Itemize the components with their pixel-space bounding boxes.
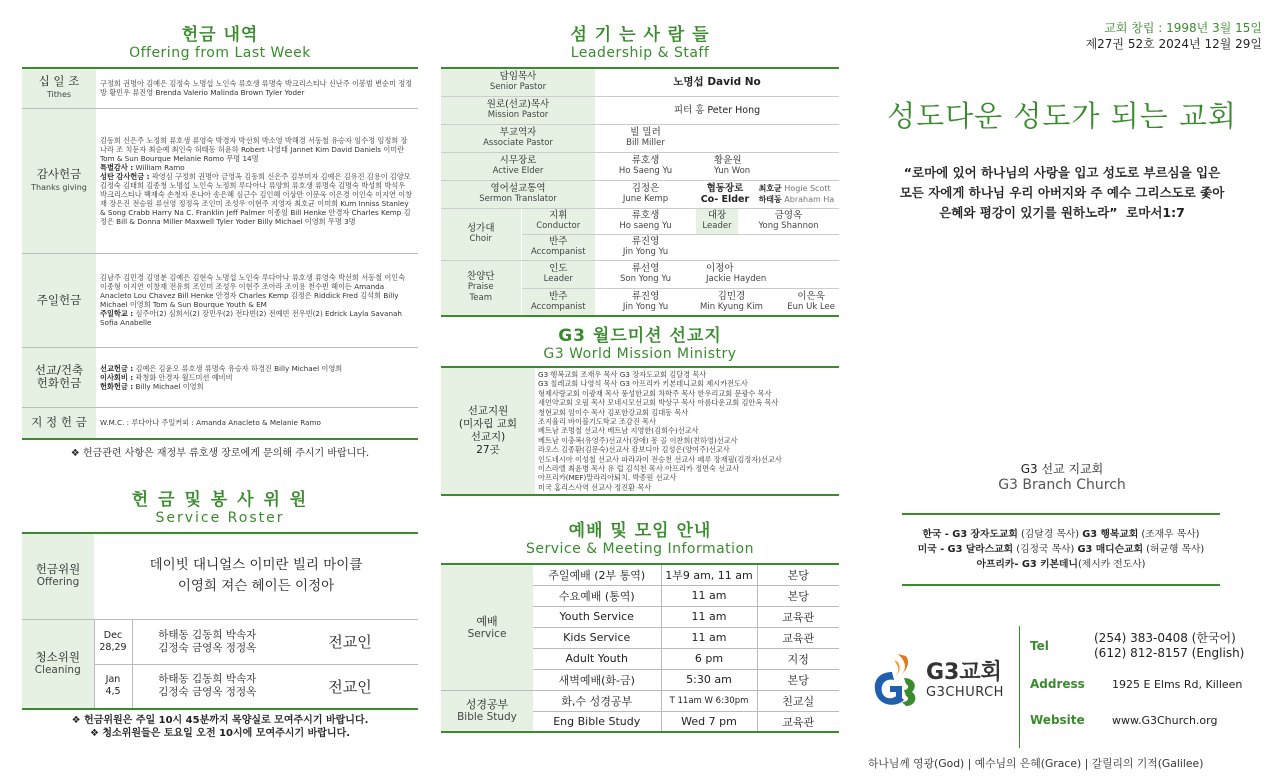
offering-names: 김동희 신은주 노정희 류호생 류영숙 박경자 박선희 박소영 박해경 서동철 유승자 임수정 임정희 장나라 조 치둔자 최순예 최인숙 허태동 허윤하 Robert 나영태 Jannet Kim David Daniels 이미란 Tom & Sun Bourque Melanie Romo 무명 14명 bbox=[100, 135, 408, 163]
offering-sub-names: Billy Michael 이영희 bbox=[133, 381, 204, 391]
roster-title: 헌 금 및 봉 사 위 원 bbox=[131, 490, 309, 510]
offering-sub-names: 심주아(2) 심희서(2) 장민우(2) 전다빈(2) 전예빈 전우빈(2) Edrick Layla Savanah Sofia Anabelle bbox=[100, 309, 402, 327]
branch-pastor: (제시카 전도사) bbox=[1077, 559, 1146, 570]
service-time: 11 am bbox=[661, 585, 757, 606]
cleaning-date: 4,5 bbox=[105, 686, 121, 698]
service-name: Adult Youth bbox=[533, 648, 661, 669]
person-name: 류호생 bbox=[631, 155, 660, 166]
branch-name: 한국 - G3 장자도교회 bbox=[922, 529, 1018, 540]
branch-list bbox=[902, 513, 1220, 586]
cleaning-names: 김정숙 금영옥 정정옥 bbox=[158, 641, 257, 654]
address-label: Address bbox=[1030, 677, 1085, 691]
mission-label: 선교지원 bbox=[467, 405, 509, 418]
cleaning-date: 28,29 bbox=[99, 641, 127, 653]
roster-offering-names: 이영희 져슨 헤이든 이정아 bbox=[177, 578, 335, 595]
branch-pastor: (김달경 목사) bbox=[1017, 529, 1083, 540]
leadership-table bbox=[441, 67, 839, 317]
person-name-en: June Kemp bbox=[622, 194, 669, 204]
mission-line: 청현교회 임이수 목사 김포한강교회 김대동 목사 bbox=[538, 407, 689, 417]
roster-cleaning-label: 청소위원 bbox=[35, 649, 80, 664]
offering-sub-label: 이사회비 : bbox=[100, 372, 134, 382]
offering-row-sunday bbox=[22, 253, 418, 347]
verse-line: “로마에 있어 하나님의 사랑을 입고 성도로 부르심을 입은 bbox=[903, 165, 1221, 180]
mission-line: G3 칠레교회 나영석 목사 G3 아프리카 키본데니교회 제시카전도사 bbox=[538, 379, 748, 389]
mission-label: (미자립 교회 bbox=[458, 418, 518, 431]
offering-row-mission bbox=[22, 347, 418, 407]
service-name: Eng Bible Study bbox=[533, 711, 661, 732]
offering-label: 주일헌금 bbox=[36, 292, 82, 307]
offering-sub-names: 곽청화 안경자 월드미션 예비비 bbox=[133, 372, 233, 382]
role-label-en: Co- Elder bbox=[700, 194, 750, 205]
service-time: 1부9 am, 11 am bbox=[661, 564, 757, 585]
person-name: 류호생 bbox=[631, 210, 660, 221]
person-name: 김민경 bbox=[717, 290, 746, 302]
offering-row-designated bbox=[22, 407, 418, 439]
mission-line: 베트남 조명철 선교사 베트남 지영한(김희수)선교사 bbox=[538, 426, 699, 436]
person-name-en: Jin Yong Yu bbox=[622, 301, 669, 312]
role-label-en: Praise bbox=[467, 282, 494, 293]
leadership-title: 섬 기 는 사 람 들 bbox=[570, 25, 710, 45]
cleaning-date: Jan bbox=[105, 674, 121, 686]
role-label: 인도 bbox=[549, 263, 568, 274]
offering-subtitle: Offering from Last Week bbox=[129, 45, 311, 61]
person-name-en: Ho saeng Yu bbox=[619, 221, 672, 231]
role-label: 반주 bbox=[549, 290, 568, 302]
roster-offering-label: 헌금위원 bbox=[35, 562, 81, 577]
tel-english[interactable]: (612) 812-8157 (English) bbox=[1094, 646, 1245, 660]
service-name: 주일예배 (2부 통역) bbox=[533, 564, 661, 585]
role-label-en: Associate Pastor bbox=[483, 138, 553, 148]
roster-cleaning-label-en: Cleaning bbox=[34, 663, 81, 676]
verse-line: 모든 자에게 하나님 우리 아버지와 주 예수 그리스도로 좇아 bbox=[899, 185, 1225, 200]
cleaning-all: 전교인 bbox=[282, 619, 418, 664]
roster-note: ❖ 헌금위원은 주일 10시 45분까지 목양실로 모여주시기 바랍니다. bbox=[71, 715, 369, 726]
offering-label-en: Thanks giving bbox=[31, 182, 87, 192]
offering-label-2: 헌화헌금 bbox=[36, 376, 82, 390]
offering-sub-label: 성탄 감사헌금 : bbox=[100, 171, 150, 181]
offering-sub-names: 곽영심 구정희 권명아 금영옥 김동희 신은주 김부미자 김예은 김유진 김용이 김양모 김정숙 김태희 김종청 노명섭 노인숙 노정희 루다아나 류양희 류호생 류명숙 김명숙 박성희 박석우 박크리스티나 백재숙 손청자 온나아 송은혜 심근수 김인혜 이상만 이문욱 이은경 이인숙 이지연 이창재 장은진 전승원 류선영 정정옥 조인미 조성우 이현주 지영자 최호균 이미희 Kum Inniss Stanley & Song Crabb Harry Na C. Franklin Jeff Palmer 이종임 Bill Henke 안경자 Charles Kemp 김정은 Bill & Donna Miller Maxwell Tyler Yoder Billy Michael 이영희 무명 3명 bbox=[100, 171, 413, 226]
role-label-en: Leader bbox=[702, 221, 732, 231]
mission-pastor-name: 피터 홍 Peter Hong bbox=[595, 96, 839, 124]
services-subtitle: Service & Meeting Information bbox=[526, 541, 754, 558]
cleaning-date: Dec bbox=[103, 629, 123, 641]
offering-label: 선교/건축 bbox=[34, 363, 84, 377]
offering-label: 감사헌금 bbox=[36, 166, 82, 181]
mission-line: 아프리카(MEF)말라리아퇴치. 박종원 선교사 bbox=[538, 473, 677, 483]
roster-subtitle: Service Roster bbox=[155, 510, 285, 526]
service-name: Youth Service bbox=[533, 606, 661, 627]
person-name: 황윤원 bbox=[714, 155, 742, 166]
person-name-en: Hogie Scott bbox=[784, 184, 831, 193]
person-name: 김정은 bbox=[631, 183, 660, 194]
role-label-en: Conductor bbox=[536, 221, 581, 231]
role-label: 성가대 bbox=[466, 223, 495, 234]
mission-count: 27곳 bbox=[476, 444, 500, 457]
person-name-en: Jackie Hayden bbox=[706, 274, 767, 284]
mission-list bbox=[535, 368, 839, 494]
service-name: Kids Service bbox=[533, 627, 661, 648]
person-name-en: Min Kyung Kim bbox=[700, 301, 763, 312]
service-group-label: 성경공부 bbox=[465, 698, 509, 712]
mission-label: 선교지) bbox=[470, 431, 506, 444]
services-section bbox=[441, 516, 839, 733]
role-label-en: Team bbox=[469, 293, 492, 304]
service-time: 5:30 am bbox=[661, 669, 757, 690]
service-name: 새벽예배(화-금) bbox=[533, 669, 661, 690]
mission-title: G3 월드미션 선교지 bbox=[558, 326, 722, 346]
offering-label: 지 정 헌 금 bbox=[31, 415, 87, 430]
person-name: 빌 밀러 bbox=[630, 127, 661, 138]
service-name: 수요예배 (통역) bbox=[533, 585, 661, 606]
role-label-en: Sermon Translator bbox=[479, 194, 557, 204]
mission-line: 베트남 이충복(유영주)선교사(장애) 몽 골 이찬희(친하영)선교사 bbox=[538, 435, 738, 445]
verse-line: 은혜와 평강이 있기를 원하노라” bbox=[939, 205, 1118, 220]
service-place: 친교실 bbox=[757, 690, 839, 711]
senior-pastor-name: 노명섭 David No bbox=[595, 68, 839, 96]
role-label-en: Senior Pastor bbox=[489, 82, 547, 93]
service-time: T 11am W 6:30pm bbox=[661, 690, 757, 711]
offering-row-tithes bbox=[22, 68, 418, 108]
person-name: 류진영 bbox=[631, 236, 660, 247]
service-row bbox=[441, 564, 839, 585]
church-logo bbox=[868, 650, 1004, 710]
verse-reference: 로마서1:7 bbox=[1126, 205, 1185, 220]
scripture-verse bbox=[862, 163, 1262, 223]
tel-korean[interactable]: (254) 383-0408 (한국어) bbox=[1094, 631, 1236, 645]
mission-section bbox=[441, 321, 839, 496]
service-time: Wed 7 pm bbox=[661, 711, 757, 732]
offering-sub-label: 선교헌금 : bbox=[100, 363, 134, 373]
offering-note: ❖ 헌금관련 사항은 재정부 류호생 장로에게 문의해 주시기 바랍니다. bbox=[70, 448, 370, 459]
g3-flame-logo-icon bbox=[868, 650, 920, 710]
mission-line: 이스라엘 최윤병 목사 유 럽 김석천 목사 아프리카 정면숙 선교사 bbox=[538, 464, 740, 474]
service-place: 교육관 bbox=[757, 606, 839, 627]
service-place: 본당 bbox=[757, 585, 839, 606]
cleaning-all: 전교인 bbox=[282, 664, 418, 709]
church-motto: 성도다운 성도가 되는 교회 bbox=[887, 99, 1237, 133]
person-name-en: Abraham Ha bbox=[784, 195, 835, 204]
address-value: 1925 E Elms Rd, Killeen bbox=[1112, 677, 1243, 691]
role-label: 시무장로 bbox=[499, 155, 537, 166]
founded-date: 교회 창립 : 1998년 3월 15일 bbox=[1104, 21, 1262, 35]
offering-names: 김남주 김민경 김영분 김예은 김현숙 노명섭 노인숙 루다아나 류호생 류영숙 박선희 서동철 이인숙 이종형 이지연 이창재 전유희 조인미 조성우 이현주 조아라 조이용 천수빈 헤이든 Amanda Anacleto Lou Chavez Bill Henke 안경자 Charles Kemp 김정은 Riddick Fred 김석희 Billy Michael 이영희 Tom & Sun Bourque Youth & EM bbox=[100, 273, 406, 309]
offering-table bbox=[22, 67, 418, 440]
branch-pastor: (조재우 목사) bbox=[1138, 529, 1200, 540]
service-name: 화,수 성경공부 bbox=[533, 690, 661, 711]
logo-wordmark-ko: G3교회 bbox=[926, 659, 1002, 685]
mission-line: 새언약교회 오필 목사 모네시모선교회 박상구 목사 아름다운교회 김안옥 목사 bbox=[538, 398, 779, 408]
service-group-label-en: Bible Study bbox=[457, 711, 517, 724]
mission-line: G3 행복교회 조재우 목사 G3 장자도교회 김달경 목사 bbox=[538, 370, 707, 379]
front-cover bbox=[862, 20, 1262, 770]
roster-table bbox=[22, 532, 418, 710]
role-label-en: Leader bbox=[543, 274, 573, 284]
person-name-en: Son Yong Yu bbox=[619, 274, 672, 284]
person-name: 류진영 bbox=[631, 290, 660, 302]
offering-names: W.M.C. : 루다아나 주일커피 : Amanda Anacleto & Melanie Ramo bbox=[96, 407, 418, 439]
roster-offering-names: 데이빗 대니얼스 이미란 빌리 마이클 bbox=[149, 557, 363, 574]
leadership-subtitle: Leadership & Staff bbox=[570, 45, 710, 61]
person-name: 금영옥 bbox=[774, 210, 803, 221]
services-title: 예배 및 모임 안내 bbox=[568, 521, 712, 542]
role-label: 반주 bbox=[549, 236, 568, 247]
tagline: 하나님께 영광(God) | 예수님의 은혜(Grace) | 갈릴리의 기적(Galilee) bbox=[868, 757, 1204, 770]
mission-line: 인도네시아 이성철 선교사 파라과이 전승천 선교사 페루 장재필(김정자)선교사 bbox=[538, 454, 782, 464]
service-group-label-en: Service bbox=[467, 627, 507, 640]
service-place: 본당 bbox=[757, 669, 839, 690]
role-label-en: Mission Pastor bbox=[487, 110, 549, 120]
mission-subtitle: G3 World Mission Ministry bbox=[543, 346, 737, 362]
roster-cleaning-row bbox=[22, 619, 418, 664]
service-place: 지정 bbox=[757, 648, 839, 669]
bible-row bbox=[441, 690, 839, 711]
branch-title: G3 선교 지교회 bbox=[1020, 462, 1104, 476]
branch-name: 아프리카- G3 키본데니 bbox=[976, 559, 1078, 570]
role-label-en: Accompanist bbox=[530, 301, 586, 312]
person-name: 이정아 bbox=[706, 263, 734, 274]
person-name: 류선영 bbox=[631, 263, 660, 274]
services-table bbox=[441, 563, 839, 733]
logo-wordmark-en: G3CHURCH bbox=[926, 684, 1004, 700]
role-label: 찬양단 bbox=[466, 271, 495, 283]
branch-name: G3 매디슨교회 bbox=[1077, 544, 1144, 555]
offering-sub-label: 특별감사 : bbox=[100, 162, 134, 172]
offering-sub-names: William Ramo bbox=[133, 162, 185, 172]
branch-pastor: (김정국 목사) bbox=[1013, 544, 1078, 555]
service-time: 6 pm bbox=[661, 648, 757, 669]
offering-title: 헌금 내역 bbox=[181, 25, 259, 45]
person-name: 이은욱 bbox=[797, 290, 825, 302]
offering-label: 십 일 조 bbox=[38, 74, 80, 89]
person-name-en: Ho Saeng Yu bbox=[618, 166, 673, 176]
service-place: 교육관 bbox=[757, 627, 839, 648]
branch-heading bbox=[862, 460, 1262, 493]
offering-names: 구정희 권명아 김예은 김정숙 노명섭 노인숙 류호생 류명숙 박크리스티나 신난주 이봉범 변순미 정정방 황민우 류진영 Brenda Valerio Malinda Brown Tyler Yoder bbox=[96, 68, 418, 108]
offering-label-en: Tithes bbox=[46, 90, 72, 100]
cleaning-names: 하태동 김동희 박속자 bbox=[158, 673, 257, 686]
offering-section bbox=[22, 20, 418, 740]
website-label: Website bbox=[1030, 713, 1085, 727]
service-time: 11 am bbox=[661, 606, 757, 627]
roster-offering-label-en: Offering bbox=[36, 576, 80, 589]
cleaning-names: 하태동 김동희 박속자 bbox=[158, 628, 257, 641]
service-place: 본당 bbox=[757, 564, 839, 585]
role-label: 담임목사 bbox=[499, 71, 537, 83]
person-name-en: Bill Miller bbox=[626, 138, 665, 148]
role-label: 협동장로 bbox=[706, 183, 744, 194]
person-name: 최호균 bbox=[758, 184, 782, 193]
roster-offering-row bbox=[22, 533, 418, 619]
mission-line: 형제사랑교회 이광재 목사 풍성한교회 차학주 목사 한우리교회 문광수 목사 bbox=[538, 388, 772, 398]
person-name-en: Yong Shannon bbox=[758, 221, 819, 231]
role-label: 지휘 bbox=[549, 210, 568, 221]
leadership-section bbox=[441, 20, 839, 733]
offering-row-thanks bbox=[22, 108, 418, 253]
roster-note: ❖ 청소위원들은 토요일 오전 10시에 모여주시기 바랍니다. bbox=[89, 728, 351, 739]
service-place: 교육관 bbox=[757, 711, 839, 732]
issue-info: 제27권 52호 2024년 12월 29일 bbox=[1085, 37, 1262, 51]
mission-line: 조지율리 바이블기도학교 조감진 목사 bbox=[538, 417, 656, 427]
offering-sub-names: 김예은 김윤오 류호생 류명숙 유승자 하경진 Billy Michael 이영희 bbox=[133, 363, 343, 373]
cleaning-names: 김정숙 금영옥 정정옥 bbox=[158, 686, 257, 699]
branch-name: 미국 - G3 달라스교회 bbox=[917, 544, 1014, 555]
role-label: 영어설교통역 bbox=[490, 183, 546, 194]
person-name-en: Eun Uk Lee bbox=[787, 301, 835, 312]
branch-pastor: (허균행 목사) bbox=[1143, 544, 1205, 555]
role-label: 부교역자 bbox=[499, 127, 537, 138]
mission-line: 라오스 김종환(김문숙)선교사 캄보디아 김성은(양여주)선교사 bbox=[538, 445, 730, 455]
service-group-label: 예배 bbox=[476, 614, 498, 628]
contact-info bbox=[1030, 626, 1262, 738]
role-label-en: Accompanist bbox=[530, 247, 586, 257]
role-label-en: Choir bbox=[469, 234, 492, 244]
roster-section bbox=[22, 485, 418, 740]
offering-sub-label: 주일학교 : bbox=[100, 309, 134, 318]
tel-label: Tel bbox=[1030, 639, 1049, 653]
offering-sub-label: 헌화헌금 : bbox=[100, 381, 134, 391]
role-label-en: Active Elder bbox=[492, 166, 544, 176]
person-name: 하태동 bbox=[758, 195, 782, 204]
website-link[interactable]: www.G3Church.org bbox=[1112, 713, 1218, 727]
branch-name: G3 행복교회 bbox=[1082, 529, 1139, 540]
person-name-en: Jin Yong Yu bbox=[622, 247, 669, 257]
person-name-en: Yun Won bbox=[714, 166, 751, 176]
service-time: 11 am bbox=[661, 627, 757, 648]
mission-table bbox=[441, 366, 839, 496]
role-label: 대장 bbox=[707, 210, 727, 221]
role-label: 원로(선교)목사 bbox=[486, 99, 550, 110]
contact-divider bbox=[1019, 626, 1020, 748]
branch-subtitle: G3 Branch Church bbox=[998, 477, 1126, 493]
mission-line: 미국 홈리스사역 선교사 정진환 목사 bbox=[538, 482, 652, 492]
